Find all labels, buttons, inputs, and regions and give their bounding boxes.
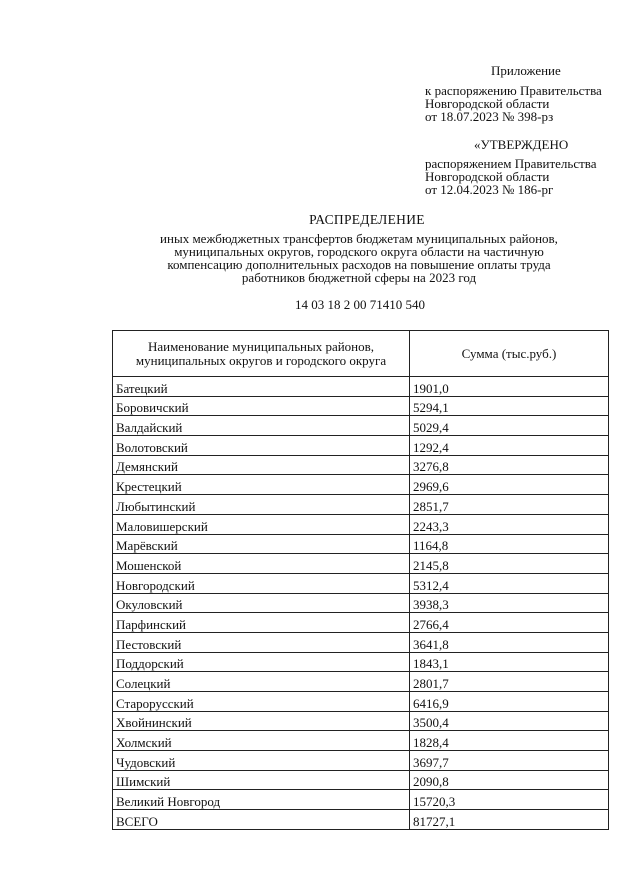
- row-sum: 15720,3: [410, 790, 609, 810]
- approved-label: «УТВЕРЖДЕНО: [474, 137, 569, 152]
- row-sum: 3276,8: [410, 455, 609, 475]
- table-row: [113, 731, 609, 751]
- document-subtitle: [60, 232, 640, 284]
- row-sum: 5294,1: [410, 396, 609, 416]
- appendix-label: Приложение: [491, 63, 561, 78]
- row-name: Крестецкий: [113, 475, 410, 495]
- row-name: Окуловский: [113, 593, 410, 613]
- row-name: Холмский: [113, 731, 410, 751]
- table-row-total: [113, 810, 609, 830]
- table-row: [113, 534, 609, 554]
- subtitle-line-1: иных межбюджетных трансфертов бюджетам муниципальных районов,: [160, 231, 558, 246]
- table-row: [113, 416, 609, 436]
- row-name: Солецкий: [113, 672, 410, 692]
- row-name: Пестовский: [113, 632, 410, 652]
- table-row: [113, 613, 609, 633]
- table-header-row: [113, 331, 609, 377]
- table-row: [113, 672, 609, 692]
- table-row: [113, 514, 609, 534]
- column-header-sum: Сумма (тыс.руб.): [410, 331, 609, 377]
- table-row: [113, 495, 609, 515]
- row-sum: 1843,1: [410, 652, 609, 672]
- appendix-line-3: от 18.07.2023 № 398-рз: [425, 109, 554, 124]
- row-sum: 2145,8: [410, 554, 609, 574]
- total-label: ВСЕГО: [113, 810, 410, 830]
- row-sum: 6416,9: [410, 692, 609, 712]
- table-row: [113, 377, 609, 397]
- row-name: Батецкий: [113, 377, 410, 397]
- subtitle-line-4: работников бюджетной сферы на 2023 год: [241, 270, 477, 285]
- row-sum: 2969,6: [410, 475, 609, 495]
- row-name: Валдайский: [113, 416, 410, 436]
- row-sum: 1828,4: [410, 731, 609, 751]
- table-row: [113, 573, 609, 593]
- row-name: Любытинский: [113, 495, 410, 515]
- table-row: [113, 632, 609, 652]
- row-sum: 2766,4: [410, 613, 609, 633]
- budget-code: 14 03 18 2 00 71410 540: [295, 297, 425, 312]
- row-name: Старорусский: [113, 692, 410, 712]
- row-name: Маловишерский: [113, 514, 410, 534]
- row-name: Хвойнинский: [113, 711, 410, 731]
- row-name: Парфинский: [113, 613, 410, 633]
- distribution-table: [112, 330, 609, 830]
- approved-line-3: от 12.04.2023 № 186-рг: [425, 182, 554, 197]
- row-sum: 1292,4: [410, 436, 609, 456]
- column-header-name: Наименование муниципальных районов, муниципальных округов и городского округа: [113, 331, 410, 377]
- row-sum: 5029,4: [410, 416, 609, 436]
- row-sum: 1901,0: [410, 377, 609, 397]
- row-name: Боровичский: [113, 396, 410, 416]
- table-row: [113, 751, 609, 771]
- document-title: РАСПРЕДЕЛЕНИЕ: [309, 212, 425, 227]
- row-name: Чудовский: [113, 751, 410, 771]
- row-sum: 3938,3: [410, 593, 609, 613]
- row-sum: 3641,8: [410, 632, 609, 652]
- total-sum: 81727,1: [410, 810, 609, 830]
- table-row: [113, 455, 609, 475]
- table-row: [113, 396, 609, 416]
- row-name: Марёвский: [113, 534, 410, 554]
- row-sum: 2243,3: [410, 514, 609, 534]
- table-row: [113, 475, 609, 495]
- row-name: Волотовский: [113, 436, 410, 456]
- row-name: Великий Новгород: [113, 790, 410, 810]
- row-name: Шимский: [113, 770, 410, 790]
- row-name: Мошенской: [113, 554, 410, 574]
- approved-line-2: Новгородской области: [425, 169, 550, 184]
- row-sum: 3500,4: [410, 711, 609, 731]
- table-row: [113, 711, 609, 731]
- appendix-line-2: Новгородской области: [425, 96, 550, 111]
- row-name: Демянский: [113, 455, 410, 475]
- subtitle-line-2: муниципальных округов, городского округа области на частичную: [174, 244, 544, 259]
- table-row: [113, 593, 609, 613]
- row-name: Новгородский: [113, 573, 410, 593]
- row-sum: 3697,7: [410, 751, 609, 771]
- subtitle-line-3: компенсацию дополнительных расходов на повышение оплаты труда: [167, 257, 551, 272]
- row-sum: 5312,4: [410, 573, 609, 593]
- row-sum: 1164,8: [410, 534, 609, 554]
- table-row: [113, 554, 609, 574]
- row-sum: 2090,8: [410, 770, 609, 790]
- table-row: [113, 692, 609, 712]
- row-name: Поддорский: [113, 652, 410, 672]
- table-row: [113, 652, 609, 672]
- row-sum: 2801,7: [410, 672, 609, 692]
- table-row: [113, 770, 609, 790]
- appendix-line-1: к распоряжению Правительства: [425, 83, 602, 98]
- table-row: [113, 790, 609, 810]
- row-sum: 2851,7: [410, 495, 609, 515]
- approved-line-1: распоряжением Правительства: [425, 156, 597, 171]
- table-row: [113, 436, 609, 456]
